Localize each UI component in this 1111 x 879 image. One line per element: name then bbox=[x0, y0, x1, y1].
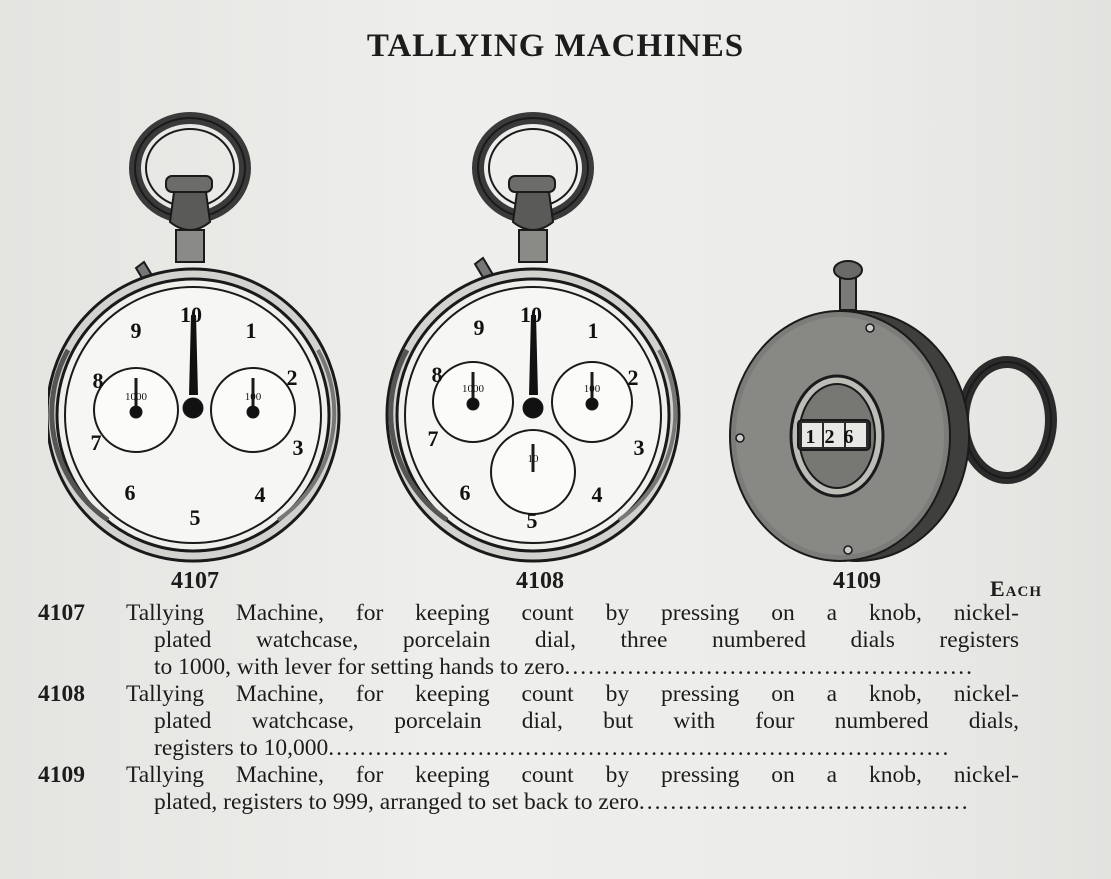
svg-text:9: 9 bbox=[473, 315, 485, 340]
description-line-leader bbox=[126, 789, 1019, 816]
svg-text:8: 8 bbox=[92, 368, 104, 393]
tallying-machine-4108-illustration bbox=[385, 110, 685, 570]
svg-text:1000: 1000 bbox=[125, 391, 147, 403]
counter-4109-drawing bbox=[722, 258, 1062, 570]
svg-text:5: 5 bbox=[189, 505, 201, 530]
svg-text:3: 3 bbox=[633, 435, 645, 460]
stopwatch-4108-drawing bbox=[385, 110, 685, 570]
svg-text:3: 3 bbox=[292, 435, 304, 460]
price-column-header: Each bbox=[990, 576, 1043, 601]
caption-4108: 4108 bbox=[516, 568, 564, 594]
svg-text:1: 1 bbox=[245, 318, 257, 343]
entry-number: 4109 bbox=[38, 762, 85, 788]
svg-text:4: 4 bbox=[254, 482, 266, 507]
description-line: Tallying Machine, for keeping count by pressing on a knob, nickel- bbox=[126, 600, 1019, 626]
description-line: plated watchcase, porcelain dial, but with four numbered dials, bbox=[154, 708, 1019, 734]
entry-description bbox=[126, 600, 1019, 681]
tallying-machine-4109-illustration bbox=[722, 258, 1062, 570]
description-line: Tallying Machine, for keeping count by pressing on a knob, nickel- bbox=[126, 762, 1019, 788]
svg-text:5: 5 bbox=[526, 508, 538, 533]
description-line: to 1000, with lever for setting hands to zero bbox=[154, 654, 565, 680]
dot-leader: .................................................... bbox=[564, 654, 975, 680]
svg-text:10: 10 bbox=[520, 302, 542, 327]
counter-display: 126 bbox=[805, 426, 863, 448]
svg-text:4: 4 bbox=[591, 482, 603, 507]
description-line: plated, registers to 999, arranged to set back to zero bbox=[154, 789, 639, 815]
svg-text:10: 10 bbox=[180, 302, 202, 327]
page-title: TALLYING MACHINES bbox=[366, 28, 745, 64]
dot-leader: .......................................... bbox=[638, 789, 970, 815]
svg-text:9: 9 bbox=[130, 318, 142, 343]
dot-leader: ............................................................................... bbox=[328, 735, 951, 761]
svg-text:100: 100 bbox=[244, 391, 262, 403]
svg-text:1: 1 bbox=[587, 318, 599, 343]
svg-text:2: 2 bbox=[627, 365, 639, 390]
entry-description bbox=[126, 681, 1019, 762]
description-line: Tallying Machine, for keeping count by pressing on a knob, nickel- bbox=[126, 681, 1019, 707]
description-line: plated watchcase, porcelain dial, three numbered dials registers bbox=[154, 627, 1019, 653]
caption-4109: 4109 bbox=[833, 568, 881, 594]
svg-text:100: 100 bbox=[583, 383, 601, 395]
description-line-leader bbox=[126, 735, 1019, 762]
description-line: registers to 10,000 bbox=[154, 735, 329, 761]
entry-number: 4107 bbox=[38, 600, 85, 626]
caption-4107: 4107 bbox=[171, 568, 219, 594]
svg-text:6: 6 bbox=[124, 480, 136, 505]
entry-description bbox=[126, 762, 1019, 816]
tallying-machine-4107-illustration bbox=[48, 110, 343, 570]
svg-text:8: 8 bbox=[431, 362, 443, 387]
stopwatch-4107-drawing bbox=[48, 110, 343, 570]
svg-text:7: 7 bbox=[427, 426, 439, 451]
svg-text:6: 6 bbox=[459, 480, 471, 505]
description-line-leader bbox=[126, 654, 1019, 681]
svg-text:10: 10 bbox=[527, 453, 539, 465]
entry-number: 4108 bbox=[38, 681, 85, 707]
svg-text:2: 2 bbox=[286, 365, 298, 390]
svg-text:7: 7 bbox=[90, 430, 102, 455]
svg-text:1000: 1000 bbox=[462, 383, 484, 395]
